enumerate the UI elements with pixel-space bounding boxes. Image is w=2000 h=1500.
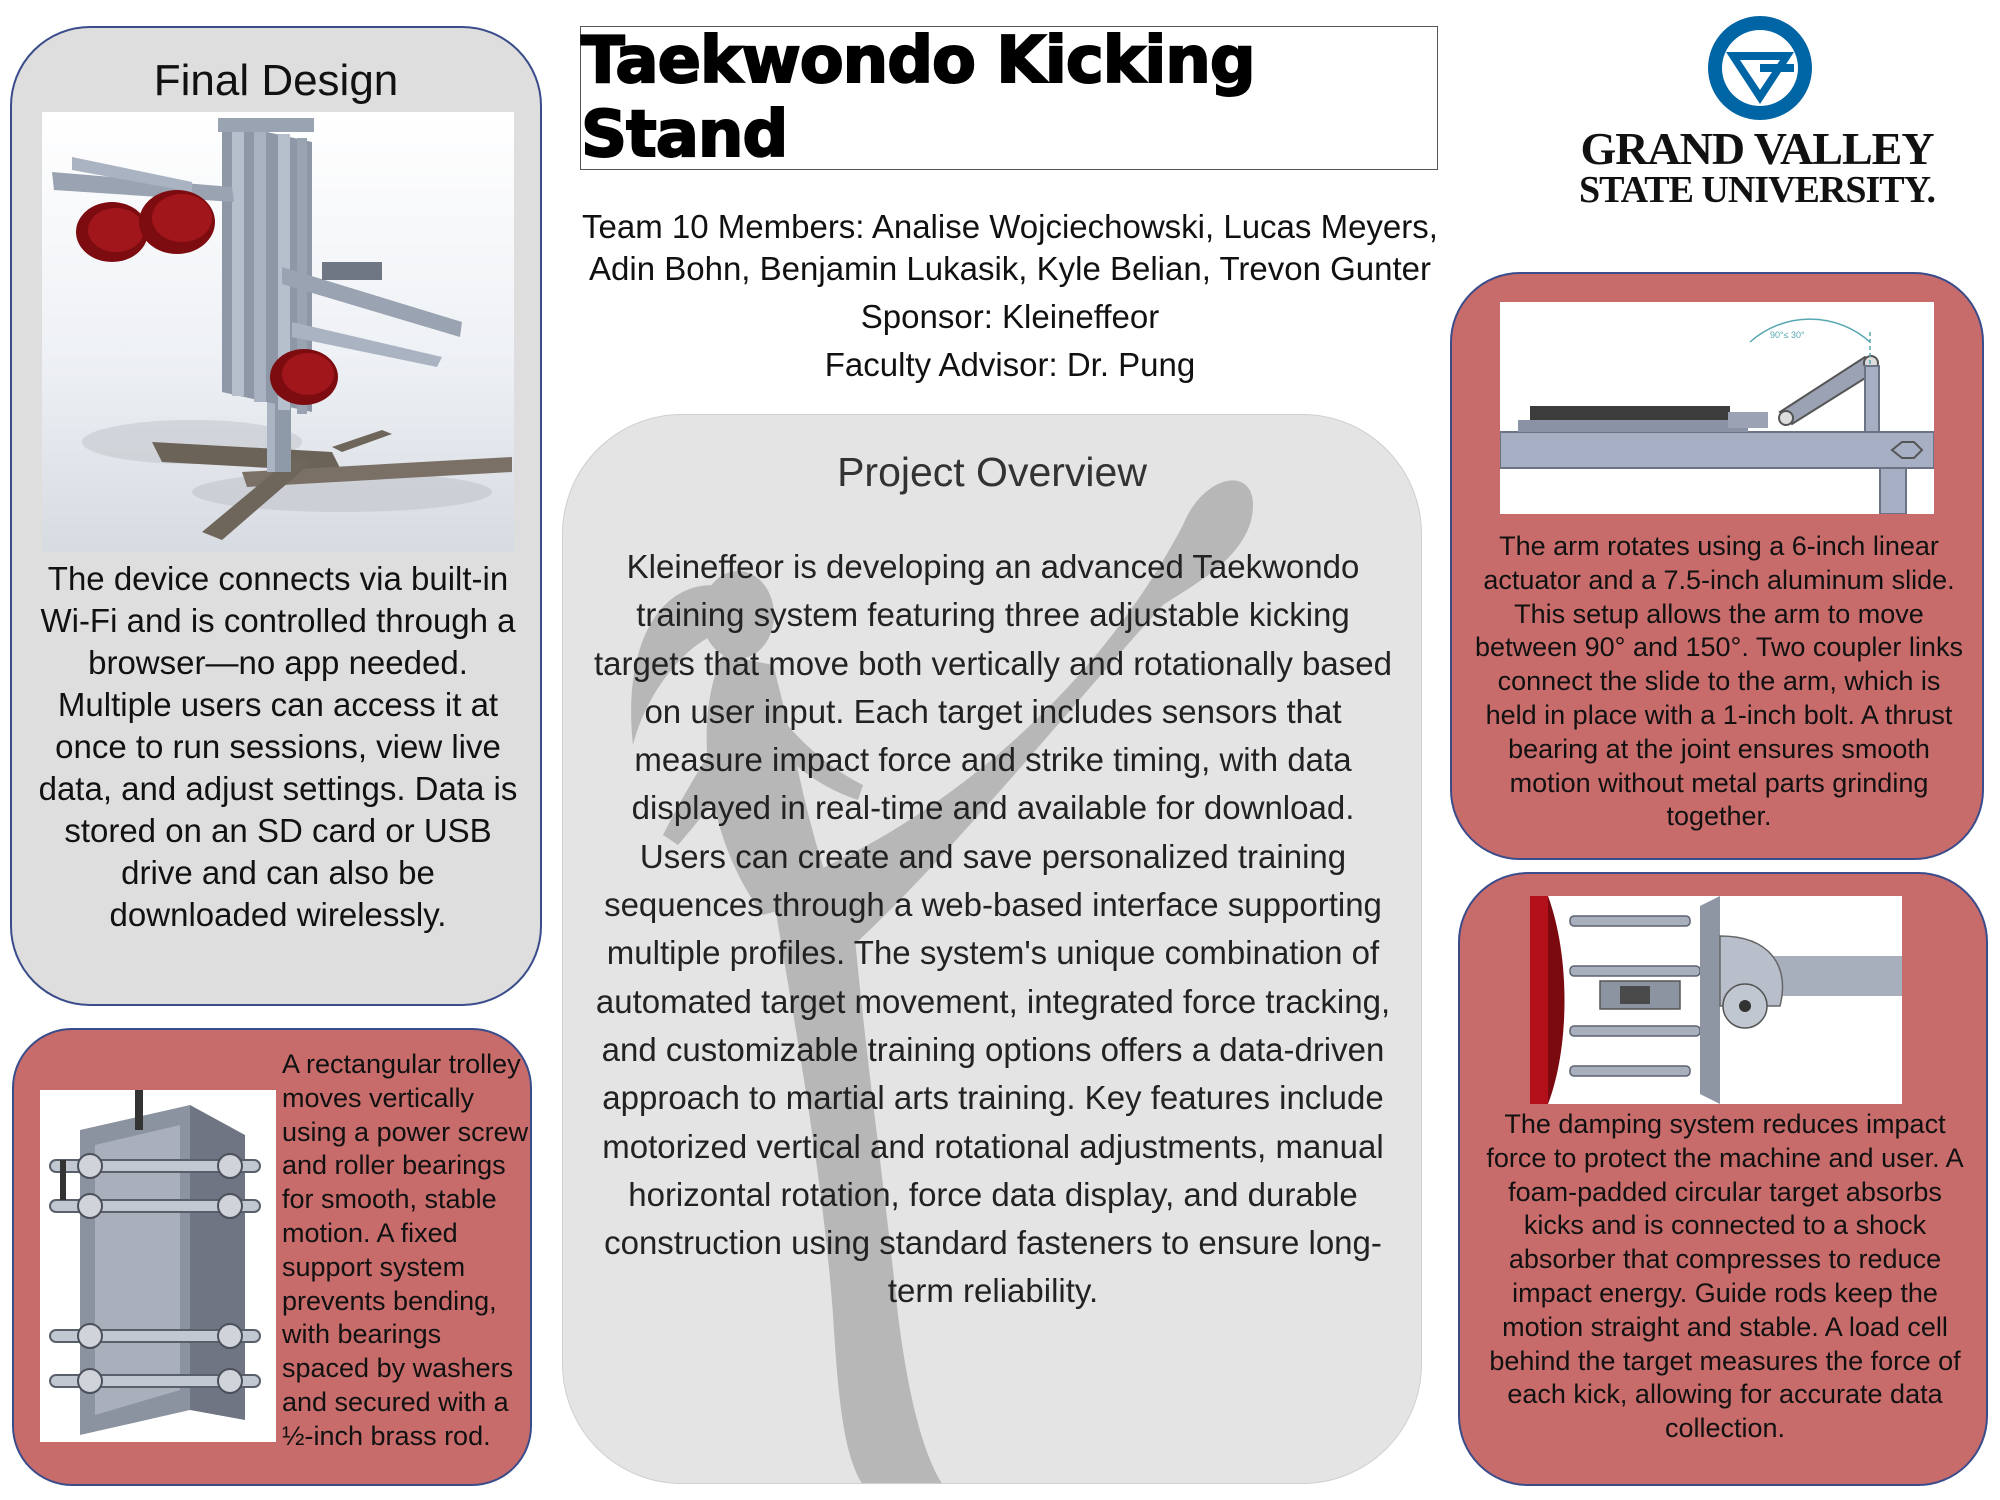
trolley-panel bbox=[12, 1028, 532, 1486]
final-design-panel bbox=[10, 26, 542, 1006]
trolley-description: A rectangular trolley moves vertically using a power screw and roller bearings for smooth, stable motion. A fixed support system prevents bending, with bearings spaced by washers and secured with a ½-inch brass rod. bbox=[282, 1049, 529, 1451]
arm-description: The arm rotates using a 6-inch linear actuator and a 7.5-inch aluminum slide. This setup allows the arm to move between 90° and 150°. Two coupler links connect the slide to the arm, which is held in place with a 1-inch bolt. A thrust bearing at the joint ensures smooth motion without metal parts grinding together. bbox=[1475, 531, 1963, 832]
trolley-render-image bbox=[40, 1090, 276, 1442]
arm-panel bbox=[1450, 272, 1984, 860]
sponsor-line: Sponsor: Kleineffeor bbox=[860, 298, 1160, 335]
arm-angle-label: 90°≤ 30° bbox=[1770, 330, 1805, 340]
final-design-title: Final Design bbox=[153, 56, 399, 105]
team-info bbox=[545, 206, 1475, 386]
damping-panel bbox=[1458, 872, 1988, 1486]
final-design-description: The device connects via built-in Wi-Fi and is controlled through a browser—no app needed. Multiple users can access it at once to run sessions, view live data, and adjust settings. Data is stored on an SD card or USB drive and can also be downloaded wirelessly. bbox=[38, 560, 518, 933]
logo-wordmark-line-2: STATE UNIVERSITY. bbox=[1578, 169, 1936, 211]
team-members-line-2: Adin Bohn, Benjamin Lukasik, Kyle Belian, Trevon Gunter bbox=[589, 250, 1431, 287]
final-design-render-image bbox=[42, 112, 514, 552]
damping-description: The damping system reduces impact force to protect the machine and user. A foam-padded circular target absorbs kicks and is connected to a shock absorber that compresses to reduce impact energy. Guide rods keep the motion straight and stable. A load cell behind the target measures the force of each kick, allowing for accurate data collection. bbox=[1486, 1109, 1964, 1444]
project-overview-text: Kleineffeor is developing an advanced Taekwondo training system featuring three adjustable kicking targets that move both vertically and rotationally based on user input. Each target includes sensors that measure impact force and strike timing, with data displayed in real-time and available for download. Users can create and save personalized training sequences through a web-based interface supporting multiple profiles. The system's unique combination of automated target movement, integrated force tracking, and customizable training options offers a data-driven approach to martial arts training. Key features include motorized vertical and rotational adjustments, manual horizontal rotation, force data display, and durable construction using standard fasteners to ensure long-term reliability. bbox=[594, 548, 1392, 1310]
logo-wordmark-line-1: GRAND VALLEY bbox=[1580, 123, 1934, 174]
team-members-line-1: Team 10 Members: Analise Wojciechowski, Lucas Meyers, bbox=[582, 208, 1438, 245]
arm-mechanism-drawing bbox=[1500, 302, 1934, 514]
poster-title-box bbox=[580, 26, 1438, 170]
project-overview-panel bbox=[562, 414, 1422, 1484]
project-overview-title: Project Overview bbox=[837, 449, 1147, 495]
poster-title: Taekwondo Kicking Stand bbox=[581, 24, 1255, 172]
damping-system-render-image bbox=[1530, 896, 1902, 1104]
faculty-advisor-line: Faculty Advisor: Dr. Pung bbox=[824, 346, 1196, 383]
